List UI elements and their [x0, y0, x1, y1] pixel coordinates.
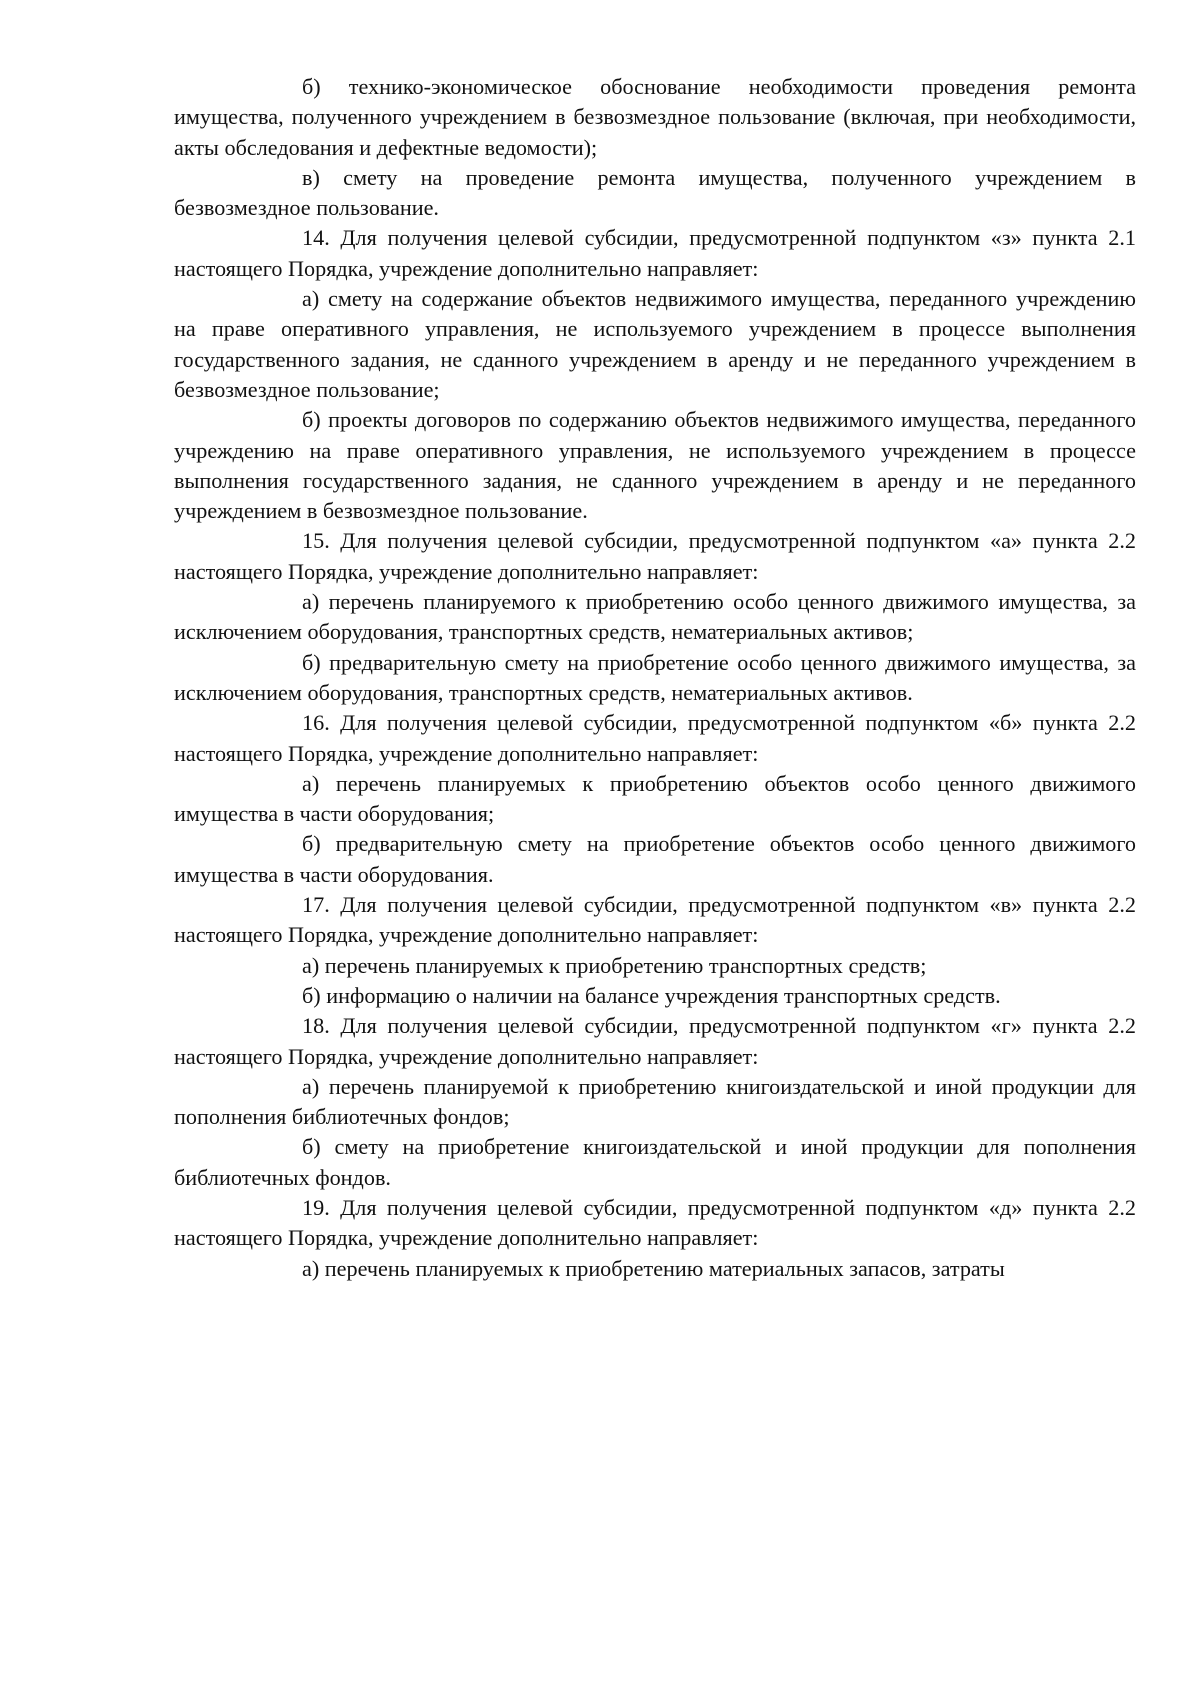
paragraph-14-intro: 14. Для получения целевой субсидии, предусмотренной подпунктом «з» пункта 2.1 настоящего Порядка, учреждение дополнительно направляет:	[174, 225, 1136, 281]
paragraph-15-a: а) перечень планируемого к приобретению особо ценного движимого имущества, за исключением оборудования, транспортных средств, нематериальных активов;	[174, 589, 1136, 645]
paragraph-17-intro: 17. Для получения целевой субсидии, предусмотренной подпунктом «в» пункта 2.2 настоящего Порядка, учреждение дополнительно направляет:	[174, 892, 1136, 948]
paragraph-v-repair-estimate: в) смету на проведение ремонта имущества, полученного учреждением в безвозмездное пользование.	[174, 164, 1136, 221]
paragraph-19-a: а) перечень планируемых к приобретению материальных запасов, затраты	[302, 1255, 1005, 1281]
paragraph-17-a: а) перечень планируемых к приобретению транспортных средств;	[302, 952, 927, 978]
paragraph-15-intro: 15. Для получения целевой субсидии, предусмотренной подпунктом «а» пункта 2.2 настоящего Порядка, учреждение дополнительно направляет:	[174, 528, 1136, 584]
paragraph-16-a: а) перечень планируемых к приобретению объектов особо ценного движимого имущества в части оборудования;	[174, 770, 1136, 827]
paragraph-17-b: б) информацию о наличии на балансе учреждения транспортных средств.	[302, 982, 1001, 1008]
paragraph-18-b: б) смету на приобретение книгоиздательской и иной продукции для пополнения библиотечных фондов.	[174, 1134, 1136, 1190]
paragraph-16-intro: 16. Для получения целевой субсидии, предусмотренной подпунктом «б» пункта 2.2 настоящего Порядка, учреждение дополнительно направляет:	[174, 710, 1136, 766]
paragraph-18-intro: 18. Для получения целевой субсидии, предусмотренной подпунктом «г» пункта 2.2 настоящего Порядка, учреждение дополнительно направляет:	[174, 1013, 1136, 1069]
paragraph-15-b: б) предварительную смету на приобретение особо ценного движимого имущества, за исключением оборудования, транспортных средств, нематериальных активов.	[174, 649, 1136, 705]
paragraph-19-intro: 19. Для получения целевой субсидии, предусмотренной подпунктом «д» пункта 2.2 настоящего Порядка, учреждение дополнительно направляет:	[174, 1194, 1136, 1251]
paragraph-18-a: а) перечень планируемой к приобретению книгоиздательской и иной продукции для пополнения библиотечных фондов;	[174, 1073, 1136, 1130]
paragraph-b-feasibility: б) технико-экономическое обоснование необходимости проведения ремонта имущества, полученного учреждением в безвозмездное пользование (включая, при необходимости, акты обследования и дефектные ведомости);	[174, 74, 1136, 160]
document-body	[174, 72, 1136, 1284]
paragraph-14-a: а) смету на содержание объектов недвижимого имущества, переданного учреждению на праве оперативного управления, не используемого учреждением в процессе выполнения государственного задания, не сданного учреждением в аренду и не переданного учреждением в безвозмездное пользование;	[174, 286, 1136, 402]
paragraph-16-b: б) предварительную смету на приобретение объектов особо ценного движимого имущества в части оборудования.	[174, 831, 1136, 887]
paragraph-14-b: б) проекты договоров по содержанию объектов недвижимого имущества, переданного учреждению на праве оперативного управления, не используемого учреждением в процессе выполнения государственного задания, не сданного учреждением в аренду и не переданного учреждением в безвозмездное пользование.	[174, 407, 1136, 524]
